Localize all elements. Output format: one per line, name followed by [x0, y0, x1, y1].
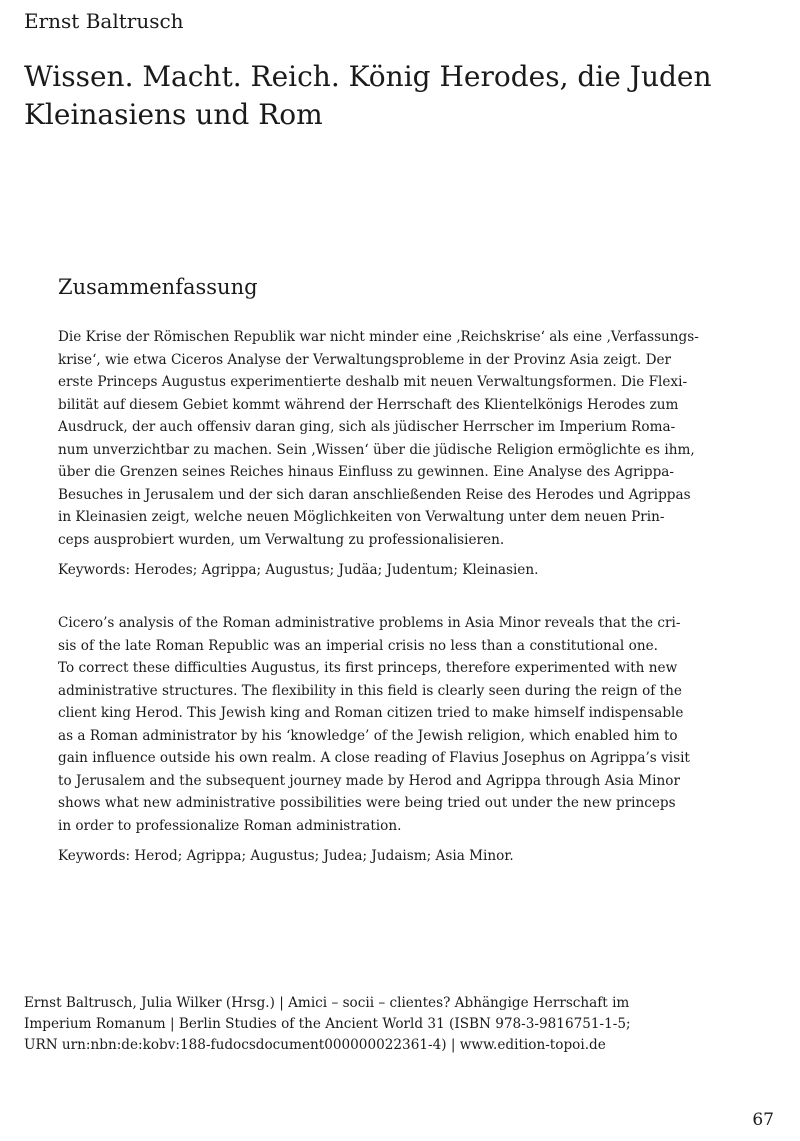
abstract-line: Besuches in Jerusalem und der sich daran anschließenden Reise des Herodes und Agrippas [58, 486, 691, 503]
abstract-line: shows what new administrative possibilities were being tried out under the new princeps [58, 795, 676, 811]
citation-line: Ernst Baltrusch, Julia Wilker (Hrsg.) | Amici – socii – clientes? Abhängige Herrschaft im [24, 995, 630, 1011]
abstract-line: krise‘, wie etwa Ciceros Analyse der Verwaltungsprobleme in der Provinz Asia zeigt. Der [58, 351, 672, 368]
abstract-line: Ausdruck, der auch offensiv daran ging, sich als jüdischer Herrscher im Imperium Roma- [58, 419, 676, 435]
abstract-line: num unverzichtbar zu machen. Sein ‚Wissen‘ über die jüdische Religion ermöglichte es ihm, [58, 441, 695, 458]
abstract-english [58, 612, 690, 837]
abstract-line: sis of the late Roman Republic was an imperial crisis no less than a constitutional one. [58, 637, 658, 654]
abstract-line: as a Roman administrator by his ‘knowledge’ of the Jewish religion, which enabled him to [58, 727, 678, 744]
citation-line: URN urn:nbn:de:kobv:188-fudocsdocument000000022361-4) | www.edition-topoi.de [24, 1037, 606, 1053]
abstract-line: ceps ausprobiert wurden, um Verwaltung zu professionalisieren. [58, 531, 505, 548]
article-title: Wissen. Macht. Reich. König Herodes, die Juden Kleinasiens und Rom [24, 60, 712, 131]
author-name: Ernst Baltrusch [24, 9, 184, 33]
abstract-line: gain influence outside his own realm. A close reading of Flavius Josephus on Agrippa’s visit [58, 750, 690, 766]
citation-line: Imperium Romanum | Berlin Studies of the Ancient World 31 (ISBN 978-3-9816751-1-5; [24, 1016, 631, 1032]
keywords-english: Keywords: Herod; Agrippa; Augustus; Judea; Judaism; Asia Minor. [58, 848, 514, 864]
abstract-line: erste Princeps Augustus experimentierte deshalb mit neuen Verwaltungsformen. Die Flexi- [58, 374, 688, 390]
abstract-german [58, 326, 699, 551]
abstract-line: To correct these difficulties Augustus, its first princeps, therefore experimented with new [58, 660, 678, 676]
abstract-line: to Jerusalem and the subsequent journey made by Herod and Agrippa through Asia Minor [58, 772, 680, 789]
section-heading-zusammenfassung: Zusammenfassung [58, 275, 258, 299]
abstract-line: administrative structures. The flexibility in this field is clearly seen during the reign of the [58, 682, 682, 699]
keywords-german: Keywords: Herodes; Agrippa; Augustus; Judäa; Judentum; Kleinasien. [58, 562, 539, 578]
abstract-line: client king Herod. This Jewish king and Roman citizen tried to make himself indispensable [58, 705, 684, 721]
abstract-line: in order to professionalize Roman administration. [58, 817, 402, 834]
page-number: 67 [752, 1110, 774, 1130]
abstract-line: Die Krise der Römischen Republik war nicht minder eine ‚Reichskrise‘ als eine ‚Verfassungs- [58, 329, 699, 345]
abstract-line: über die Grenzen seines Reiches hinaus Einfluss zu gewinnen. Eine Analyse des Agrippa- [58, 464, 674, 480]
citation-footer [24, 993, 631, 1056]
abstract-line: in Kleinasien zeigt, welche neuen Möglichkeiten von Verwaltung unter dem neuen Prin- [58, 509, 665, 525]
abstract-line: Cicero’s analysis of the Roman administrative problems in Asia Minor reveals that the cri- [58, 615, 681, 631]
abstract-line: bilität auf diesem Gebiet kommt während der Herrschaft des Klientelkönigs Herodes zum [58, 396, 679, 413]
